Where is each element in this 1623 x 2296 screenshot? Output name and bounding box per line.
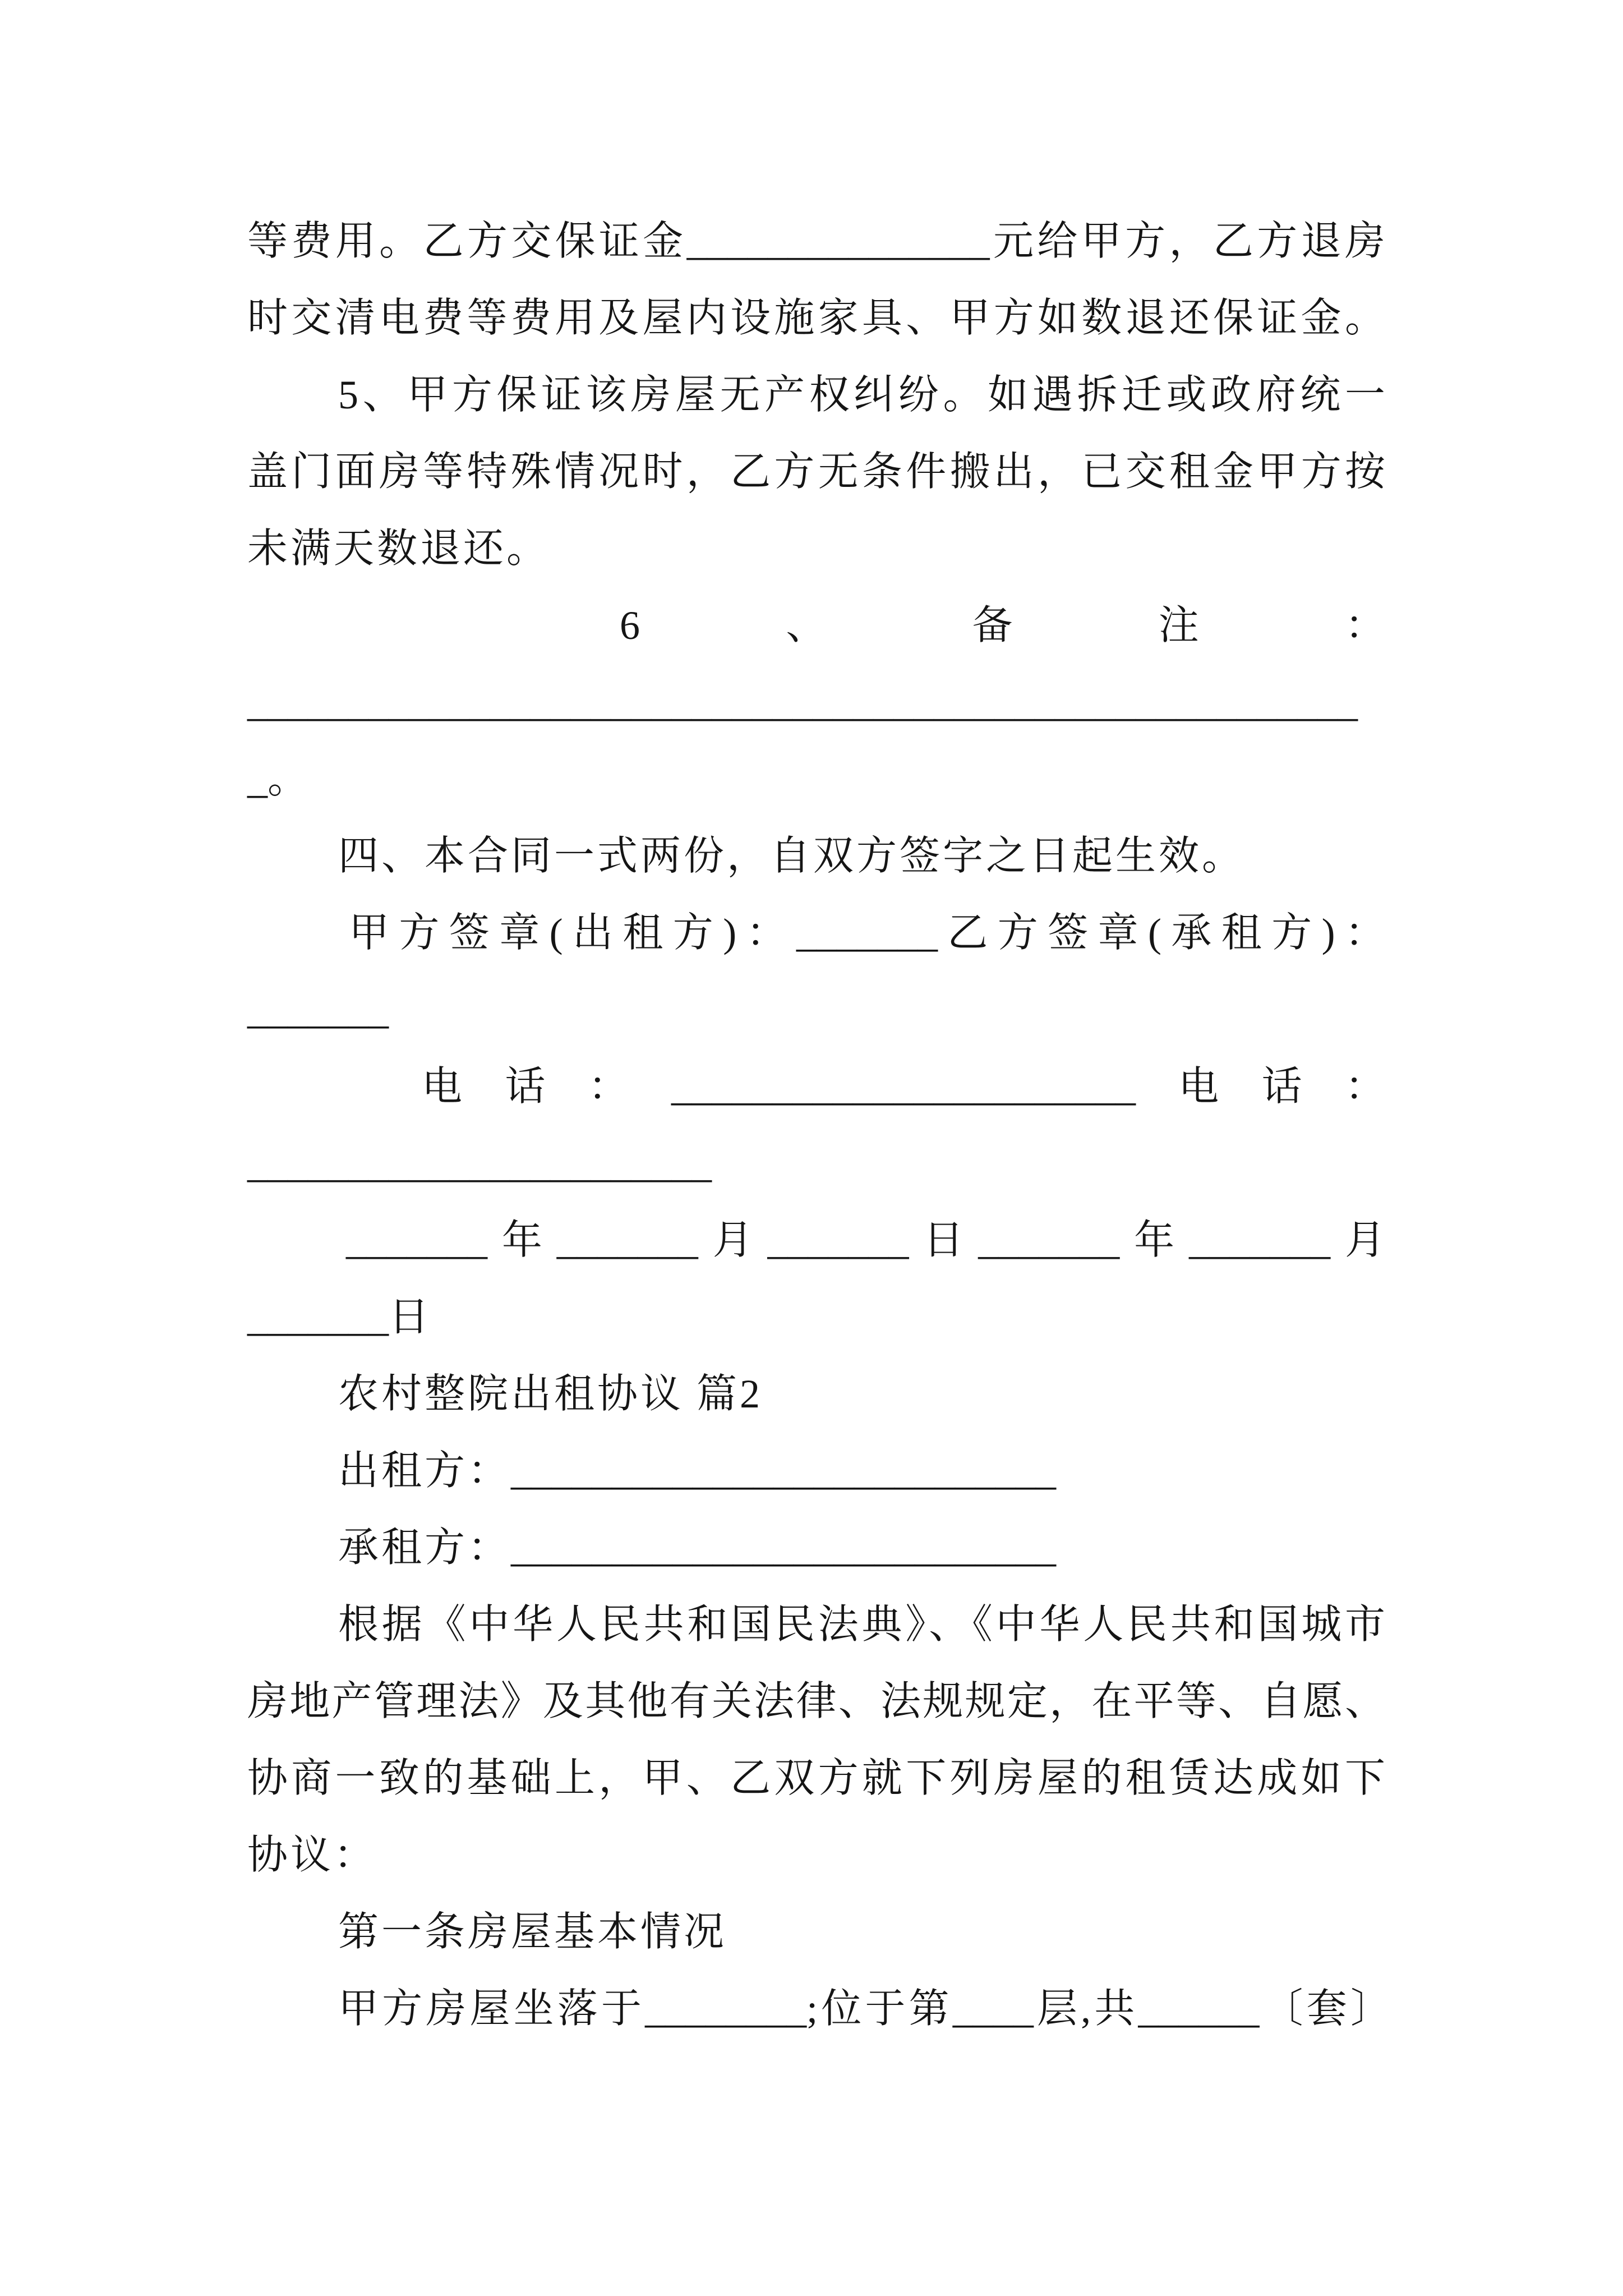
remarks-label-char: 备 [972, 603, 1013, 648]
clause5-line-3: 未满天数退还。 [247, 526, 550, 571]
lessor-year-blank: _______ [346, 1218, 487, 1263]
article1-title: 第一条房屋基本情况 [338, 1910, 727, 1954]
lessee-label: 承租方： [338, 1525, 511, 1570]
deposit-text-after: 元给甲方，乙方退房 [989, 219, 1385, 264]
document-body [0, 203, 1623, 2047]
lessee-phone-blank: _______________________ [247, 1141, 712, 1186]
signature-line [349, 895, 1385, 972]
remarks-label-char: 注 [1158, 603, 1199, 648]
lessee-name-blank: ___________________________ [511, 1525, 1057, 1570]
lessor-phone-label-char: ： [588, 1064, 629, 1109]
remarks-blank-line [247, 664, 1385, 741]
deposit-amount-blank: _______________ [686, 219, 990, 264]
date-line [346, 1202, 1385, 1279]
lessor-phone-label-char: 话 [505, 1064, 546, 1109]
remarks-label-char: 、 [786, 603, 827, 648]
lessor-phone-blank: _______________________ [671, 1064, 1136, 1109]
floor-prefix: ;位于第 [806, 1986, 953, 2031]
section4-effective-clause: 四、本合同一式两份，自双方签字之日起生效。 [338, 834, 1246, 878]
floor-blank: ____ [952, 1986, 1034, 2031]
lessee-year-blank: _______ [978, 1218, 1120, 1263]
clause5-line-1: 5、甲方保证该房屋无产权纠纷。如遇拆迁或政府统一 [338, 372, 1385, 417]
remarks-label-char: ： [1344, 603, 1385, 648]
agreement2-lessor-line [338, 1433, 1385, 1510]
units-blank: ______ [1138, 1986, 1260, 2031]
lessor-signature-blank: _______ [796, 910, 938, 955]
agreement2-title: 农村整院出租协议 篇2 [338, 1372, 763, 1416]
deposit-refund-line: 时交清电费等费用及屋内设施家具、甲方如数退还保证金。 [247, 296, 1385, 341]
preamble-line-1: 根据《中华人民共和国民法典》、《中华人民共和国城市 [338, 1602, 1385, 1647]
phone-line [422, 1048, 1385, 1125]
lessee-day-line [247, 1279, 1385, 1356]
clause6-remarks-label [620, 587, 1385, 664]
lessee-phone-label-char: 电 [1178, 1064, 1219, 1109]
day-label: 日 [389, 1295, 432, 1340]
units-suffix: 〔套〕 [1259, 1986, 1391, 2031]
lessee-day-blank: _______ [247, 1295, 389, 1340]
lessor-phone-label-char: 电 [422, 1064, 463, 1109]
preamble-line-4: 协议： [247, 1833, 377, 1878]
lessee-phone-label-char: 话 [1261, 1064, 1302, 1109]
remarks-label-char: 6 [620, 603, 640, 648]
lessee-signature-blank: _______ [247, 987, 389, 1032]
lessor-label: 出租方： [338, 1448, 511, 1493]
day-label: 日 [909, 1218, 979, 1263]
lessor-signature-label: 甲方签章(出租方)： [349, 910, 796, 955]
month-label: 月 [1330, 1218, 1385, 1263]
agreement2-lessee-line [338, 1510, 1385, 1586]
location-blank: ________ [645, 1986, 807, 2031]
month-label: 月 [698, 1218, 768, 1263]
remarks-blank-end: _ [247, 757, 268, 802]
lessee-month-blank: _______ [1189, 1218, 1331, 1263]
remarks-end-mark: 。 [268, 757, 311, 802]
lessor-month-blank: _______ [556, 1218, 698, 1263]
lessee-signature-label: 乙方签章(承租方)： [938, 910, 1385, 955]
lessee-phone-label-char: ： [1344, 1064, 1385, 1109]
location-text: 甲方房屋坐落于 [338, 1986, 645, 2031]
remarks-end-line [247, 741, 1385, 818]
article1-location-line [338, 1971, 1391, 2047]
lessor-name-blank: ___________________________ [511, 1448, 1057, 1493]
remarks-blank: _______________________________________________________ [247, 680, 1358, 725]
year-label: 年 [1119, 1218, 1189, 1263]
lessor-day-blank: _______ [767, 1218, 909, 1263]
deposit-line [247, 203, 1385, 280]
clause5-line-2: 盖门面房等特殊情况时，乙方无条件搬出，已交租金甲方按 [247, 449, 1385, 494]
floor-suffix: 层,共 [1033, 1986, 1138, 2031]
year-label: 年 [487, 1218, 557, 1263]
deposit-text-before: 等费用。乙方交保证金 [247, 219, 687, 264]
lessee-phone-blank-line [247, 1125, 1385, 1202]
preamble-line-2: 房地产管理法》及其他有关法律、法规规定，在平等、自愿、 [247, 1679, 1385, 1724]
preamble-line-3: 协商一致的基础上，甲、乙双方就下列房屋的租赁达成如下 [247, 1756, 1385, 1801]
lessee-signature-blank-line [247, 972, 1385, 1048]
